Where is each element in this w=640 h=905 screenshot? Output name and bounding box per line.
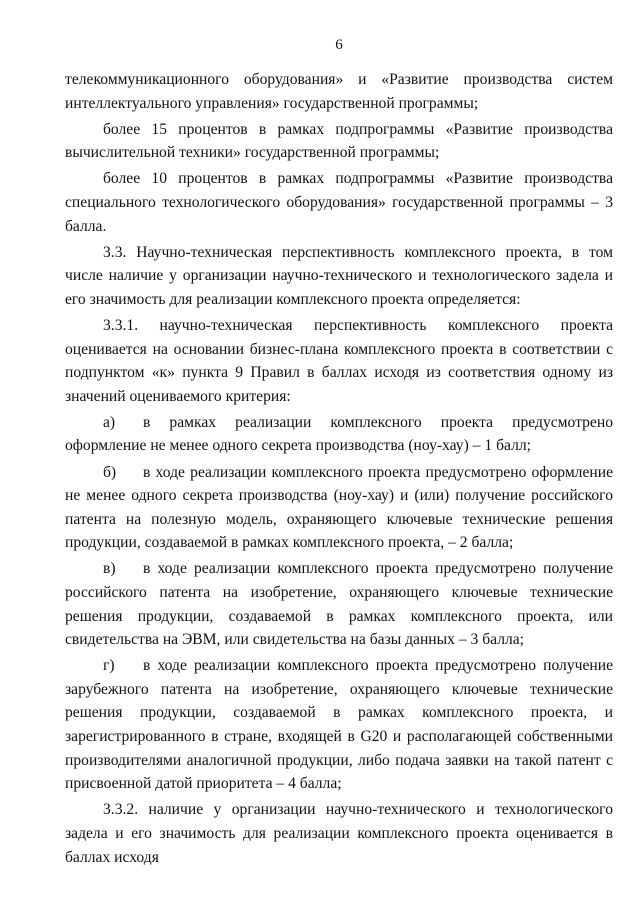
list-item-label: в) [103,560,116,578]
document-body [65,68,613,869]
paragraph-text: более 15 процентов в рамках подпрограммы «Развитие производства вычислительной техники» государственной программы; [65,120,613,162]
paragraph-text: 3.3.1. научно-техническая перспективность комплексного проекта оценивается на основании бизнес-плана комплексного проекта в соответствии с подпунктом «к» пункта 9 Правил в баллах исходя из соответствия одному из значений оцениваемого критерия: [65,316,613,405]
list-item-label: г) [103,657,115,675]
paragraph-section-3-3 [65,241,613,312]
list-item-g [65,654,613,796]
list-item-text: в рамках реализации комплексного проекта предусмотрено оформление не менее одного секрета производства (ноу-хау) – 1 балл; [65,413,613,455]
list-item-v [65,557,613,651]
paragraph-section-3-3-2 [65,798,613,869]
list-item-label: б) [103,463,117,481]
list-item-a [65,411,613,458]
list-item-label: а) [103,413,116,431]
paragraph-text: 3.3. Научно-техническая перспективность комплексного проекта, в том числе наличие у организации научно-технического и технологического задела и его значимость для реализации комплексного проекта определяется: [65,243,613,308]
list-item-text: в ходе реализации комплексного проекта предусмотрено получение российского патента на изобретение, охраняющего ключевые технические решения продукции, создаваемой в рамках комплексного проекта, или свидетельства на ЭВМ, или свидетельства на базы данных – 3 балла; [65,560,613,649]
paragraph-section-3-3-1 [65,314,613,408]
list-item-text: в ходе реализации комплексного проекта предусмотрено получение зарубежного патента на изобретение, охраняющего ключевые технические решения продукции, создаваемой в рамках комплексного проекта, и зарегистрированного в стране, входящей в G20 и располагающей собственными производителями аналогичной продукции, либо подача заявки на такой патент с присвоенной датой приоритета – 4 балла; [65,657,613,793]
paragraph-text: телекоммуникационного оборудования» и «Развитие производства систем интеллектуального управления» государственной программы; [65,71,613,112]
paragraph-text: 3.3.2. наличие у организации научно-технического и технологического задела и его значимость для реализации комплексного проекта оценивается в баллах исходя [65,801,613,866]
list-item-text: в ходе реализации комплексного проекта предусмотрено оформление не менее одного секрета производства (ноу-хау) и (или) получение российского патента на полезную модель, охраняющего ключевые технические решения продукции, создаваемой в рамках комплексного проекта, – 2 балла; [65,463,613,552]
paragraph-subprogram-special-equipment [65,167,613,238]
paragraph-continuation [65,68,613,115]
paragraph-text: более 10 процентов в рамках подпрограммы «Развитие производства специального технологического оборудования» государственной программы – 3 балла. [65,170,613,235]
list-item-b [65,461,613,555]
paragraph-subprogram-computing [65,118,613,165]
page-number: 6 [335,37,343,53]
